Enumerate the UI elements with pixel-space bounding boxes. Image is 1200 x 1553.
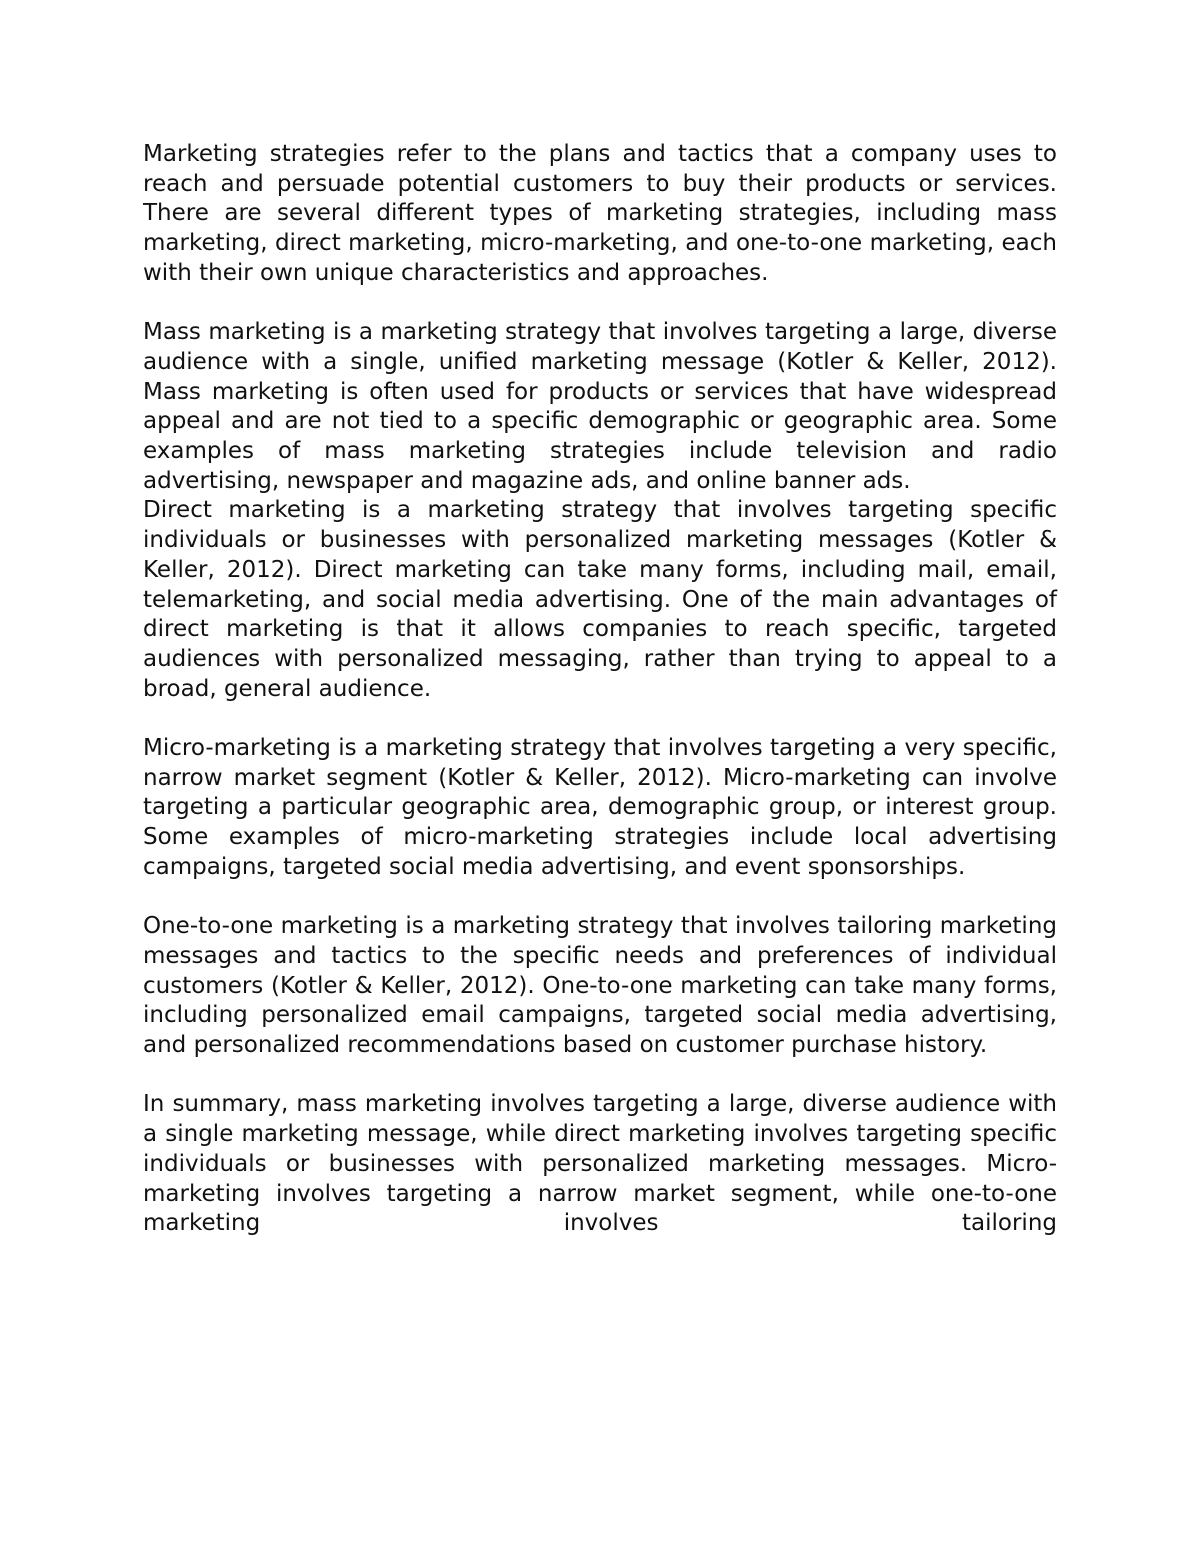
paragraph-mass-marketing: Mass marketing is a marketing strategy that involves targeting a large, diverse audience with a single, unified marketing message (Kotler & Keller, 2012). Mass marketing is often used for products or services that have widespread appeal and are not tied to a specific demographic or geographic area. Some examples of mass marketing strategies include television and radio advertising, newspaper and magazine ads, and online banner ads. xyxy=(143,319,1057,494)
paragraph-micro-marketing: Micro-marketing is a marketing strategy that involves targeting a very specific, narrow market segment (Kotler & Keller, 2012). Micro-marketing can involve targeting a particular geographic area, demographic group, or interest group. Some examples of micro-marketing strategies include local advertising campaigns, targeted social media advertising, and event sponsorships. xyxy=(143,735,1057,880)
paragraph-one-to-one-marketing: One-to-one marketing is a marketing strategy that involves tailoring marketing messages and tactics to the specific needs and preferences of individual customers (Kotler & Keller, 2012). One-to-one marketing can take many forms, including personalized email campaigns, targeted social media advertising, and personalized recommendations based on customer purchase history. xyxy=(143,913,1057,1059)
paragraph-intro: Marketing strategies refer to the plans and tactics that a company uses to reach and persuade potential customers to buy their products or services. There are several different types of marketing strategies, including mass marketing, direct marketing, micro-marketing, and one-to-one marketing, each with their own unique characteristics and approaches. xyxy=(143,141,1057,286)
paragraph-summary: In summary, mass marketing involves targeting a large, diverse audience with a single marketing message, while direct marketing involves targeting specific individuals or businesses with personalized marketing messages. Micro-marketing involves targeting a narrow market segment, while one-to-one marketing involves tailoring xyxy=(143,1091,1057,1237)
paragraph-direct-marketing: Direct marketing is a marketing strategy that involves targeting specific individuals or businesses with personalized marketing messages (Kotler & Keller, 2012). Direct marketing can take many forms, including mail, email, telemarketing, and social media advertising. One of the main advantages of direct marketing is that it allows companies to reach specific, targeted audiences with personalized messaging, rather than trying to appeal to a broad, general audience. xyxy=(143,497,1057,702)
